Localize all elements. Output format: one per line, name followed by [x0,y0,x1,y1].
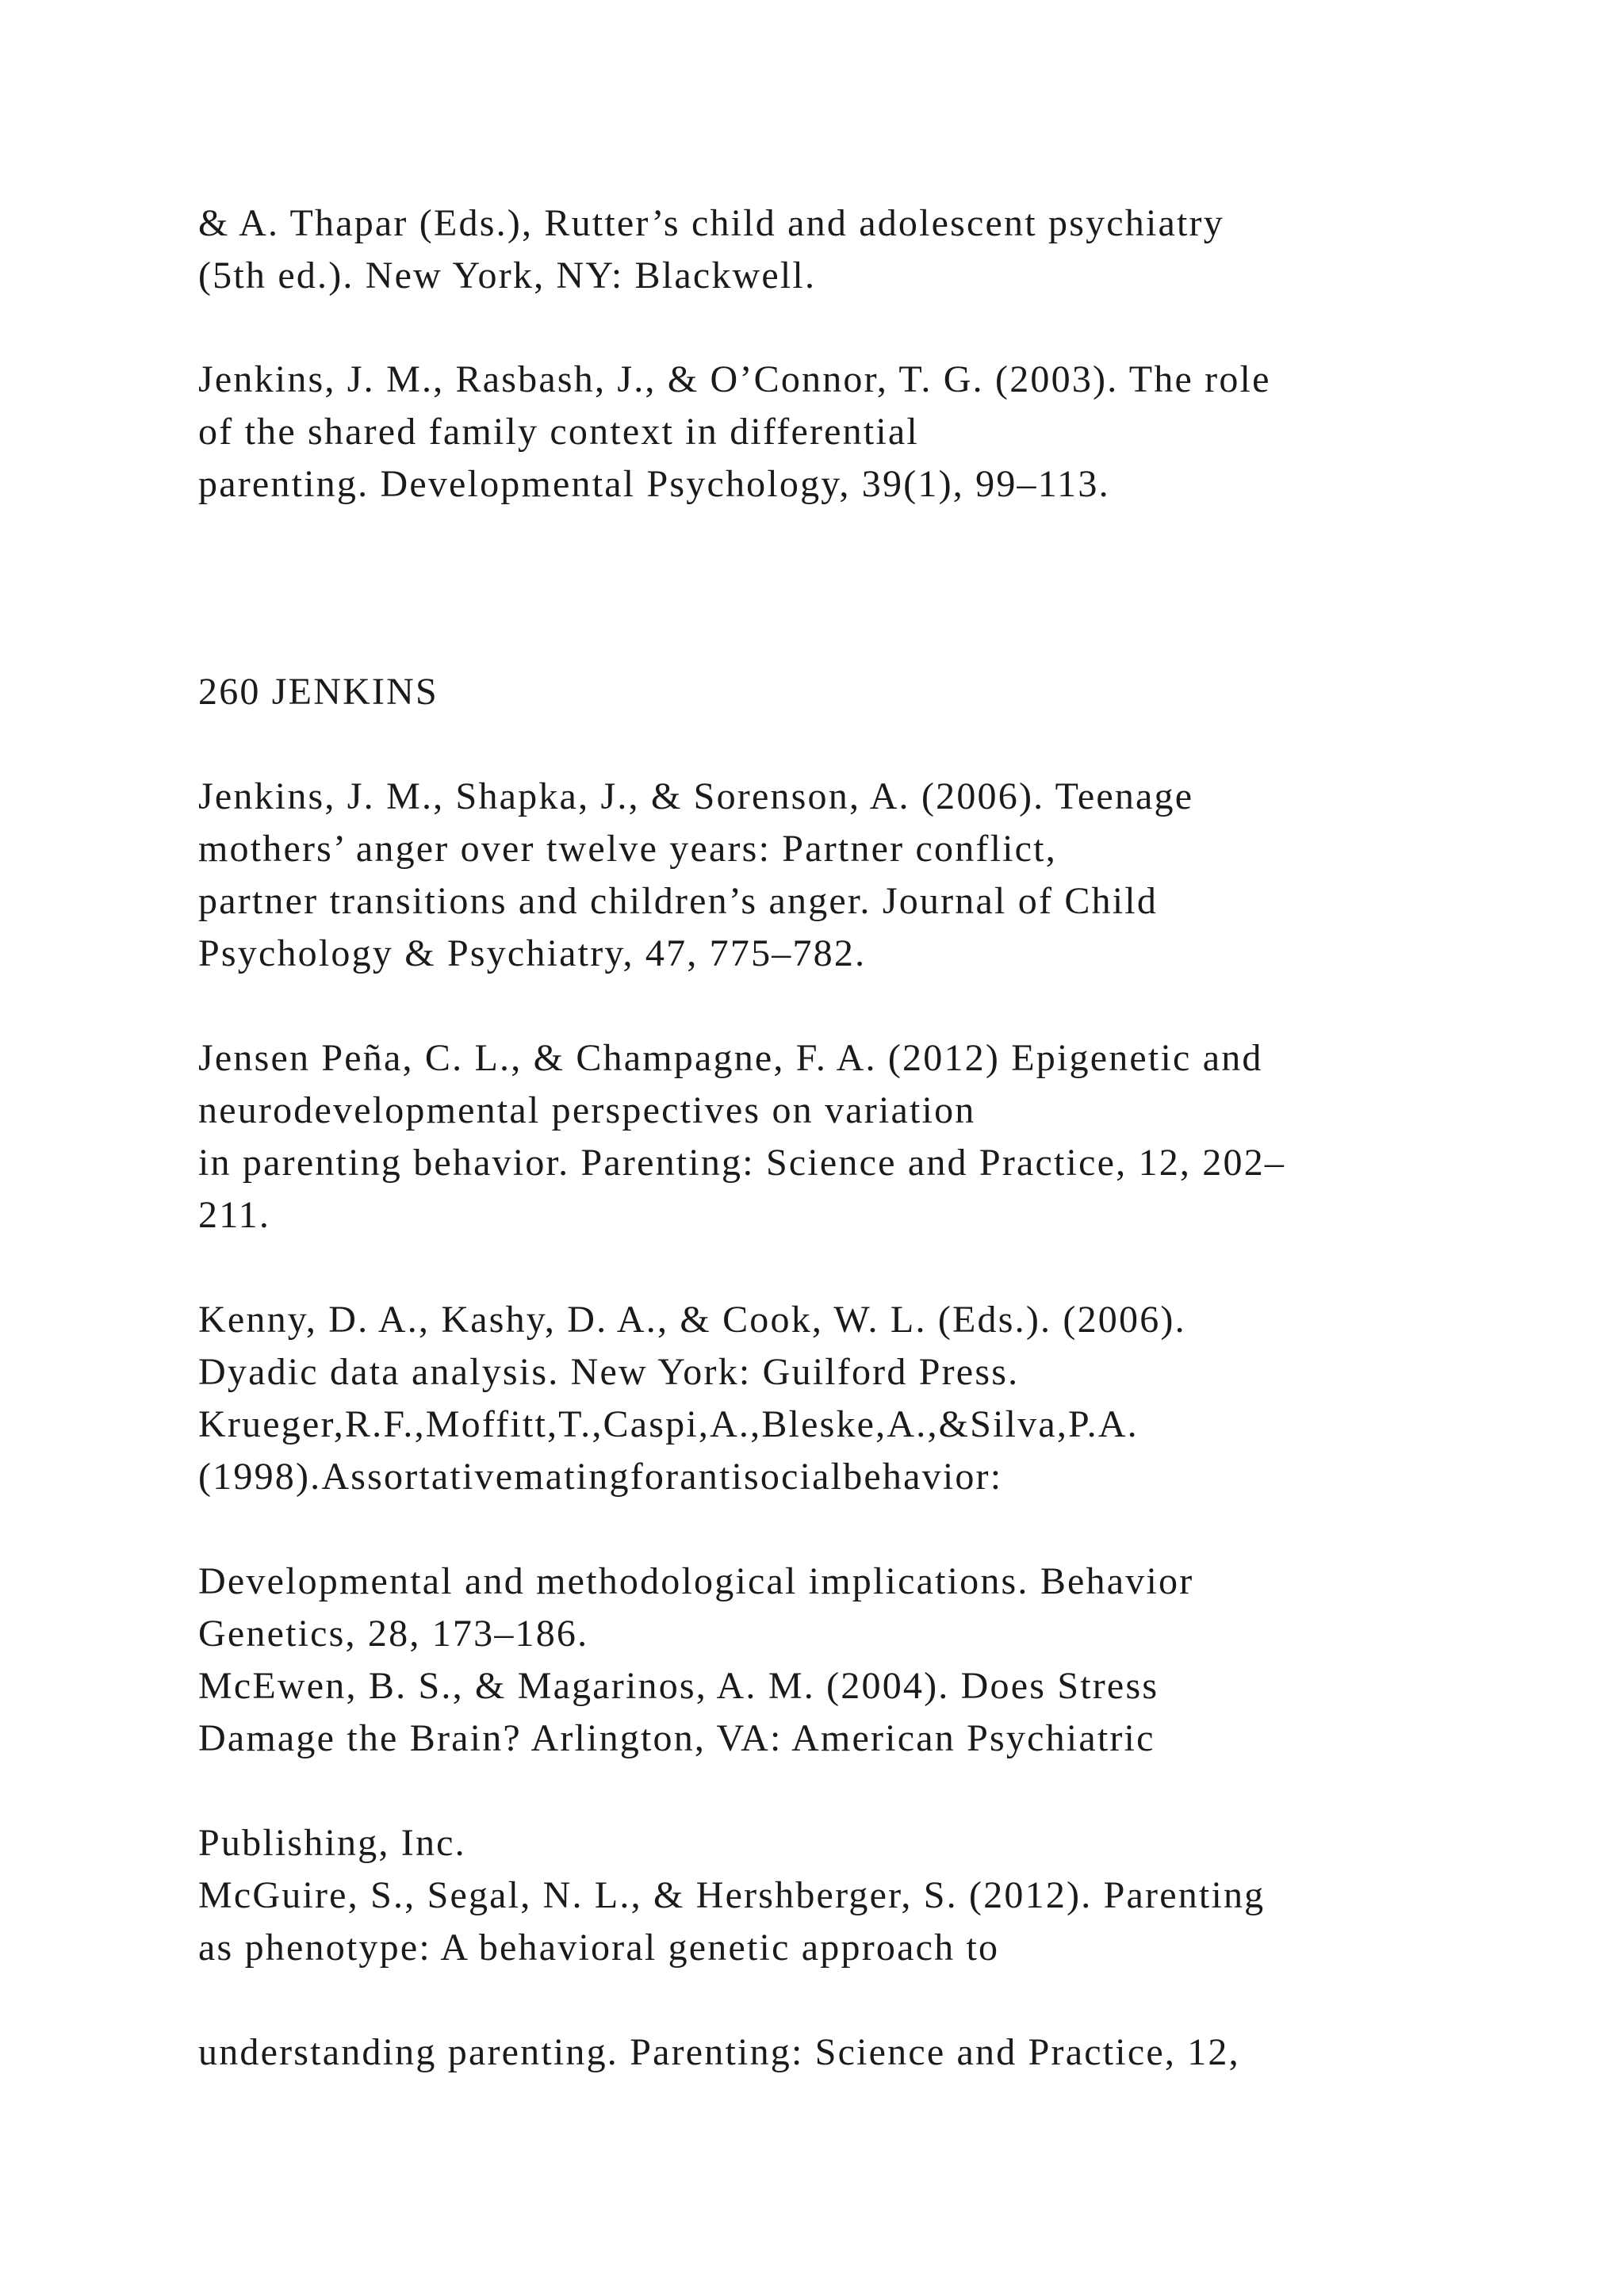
text-line: partner transitions and children’s anger. Journal of Child [198,880,1159,922]
text-line: (1998).Assortativematingforantisocialbehavior: [198,1456,1003,1498]
text-line: Jenkins, J. M., Rasbash, J., & O’Connor, T. G. (2003). The role [198,358,1271,400]
text-line: mothers’ anger over twelve years: Partner conflict, [198,828,1057,870]
text-line: of the shared family context in differential [198,411,919,453]
text-line: Kenny, D. A., Kashy, D. A., & Cook, W. L. (Eds.). (2006). [198,1299,1186,1341]
text-line: 211. [198,1194,271,1236]
page-header: 260 JENKINS [198,671,439,713]
text-line: Genetics, 28, 173–186. [198,1613,589,1655]
text-line: understanding parenting. Parenting: Science and Practice, 12, [198,2031,1240,2073]
text-line: Developmental and methodological implications. Behavior [198,1560,1194,1602]
text-line: Jensen Peña, C. L., & Champagne, F. A. (2012) Epigenetic and [198,1037,1263,1079]
text-line: McEwen, B. S., & Magarinos, A. M. (2004). Does Stress [198,1665,1159,1707]
text-line: neurodevelopmental perspectives on variation [198,1089,976,1131]
text-line: (5th ed.). New York, NY: Blackwell. [198,254,817,297]
text-line: Dyadic data analysis. New York: Guilford Press. [198,1351,1020,1393]
text-line: McGuire, S., Segal, N. L., & Hershberger, S. (2012). Parenting [198,1874,1266,1916]
text-line: Psychology & Psychiatry, 47, 775–782. [198,932,867,974]
text-line: Damage the Brain? Arlington, VA: American Psychiatric [198,1717,1155,1759]
text-line: Publishing, Inc. [198,1822,466,1864]
text-line: in parenting behavior. Parenting: Science and Practice, 12, 202– [198,1142,1286,1184]
text-line: Krueger,R.F.,Moffitt,T.,Caspi,A.,Bleske,A.,&Silva,P.A. [198,1403,1139,1445]
text-line: as phenotype: A behavioral genetic approach to [198,1927,1000,1969]
text-line: & A. Thapar (Eds.), Rutter’s child and adolescent psychiatry [198,202,1224,244]
text-line: parenting. Developmental Psychology, 39(1), 99–113. [198,463,1110,505]
text-line: Jenkins, J. M., Shapka, J., & Sorenson, A. (2006). Teenage [198,775,1194,817]
